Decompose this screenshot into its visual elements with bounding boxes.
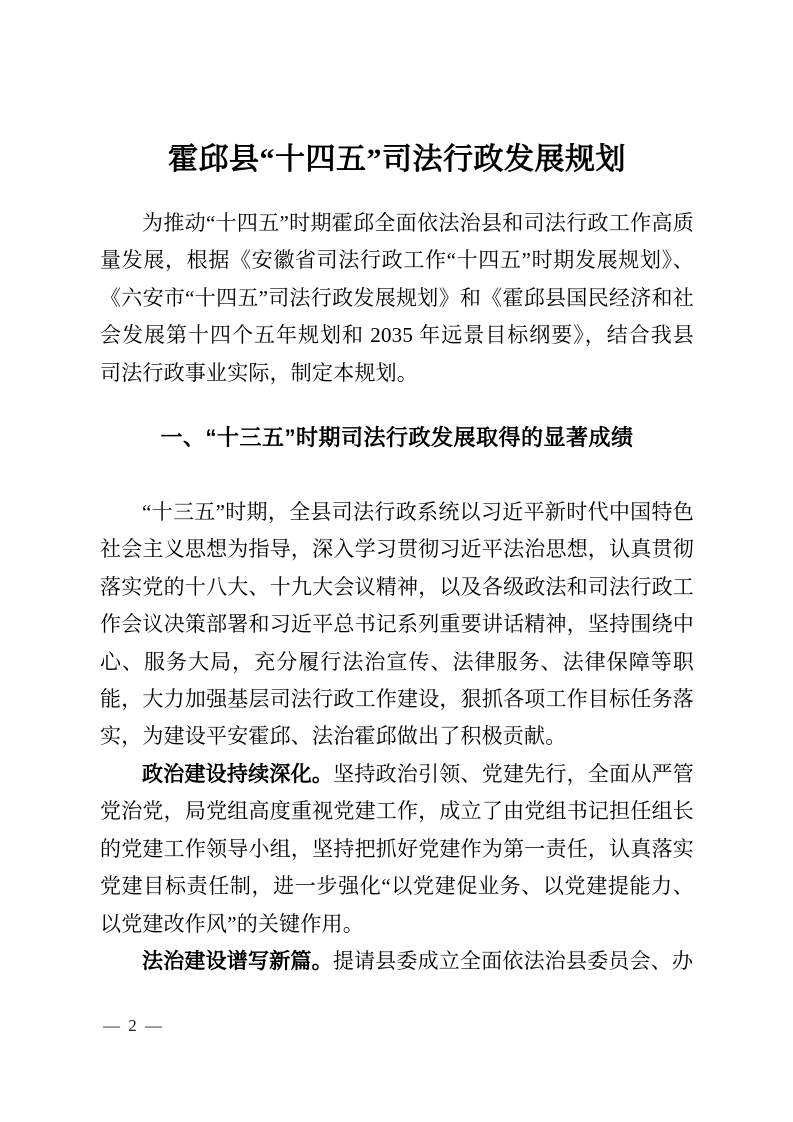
footer-page-number: — 2 — <box>103 1016 164 1035</box>
section-heading: 一、“十三五”时期司法行政发展取得的显著成绩 <box>160 425 634 451</box>
paragraph-text: “十三五”时期，全县司法行政系统以习近平新时代中国特色社会主义思想为指导，深入学习贯彻习近平法治思想，认真贯彻落实党的十八大、十九大会议精神，以及各级政法和司法行政工作会议决策部署和习近平总书记系列重要讲话精神，坚持围绕中心、服务大局，充分履行法治宣传、法律服务、法律保障等职能，大力加强基层司法行政工作建设，狠抓各项工作目标任务落实，为建设平安霍邱、法治霍邱做出了积极贡献。 <box>100 500 694 749</box>
body-paragraph <box>100 494 694 756</box>
body-paragraph <box>100 943 694 980</box>
paragraph-lead: 政治建设持续深化。 <box>142 761 334 786</box>
document-content <box>100 0 694 980</box>
document-title: 霍邱县“十四五”司法行政发展规划 <box>168 143 626 176</box>
body-paragraph <box>100 756 694 943</box>
paragraph-lead: 法治建设谱写新篇。 <box>142 948 333 973</box>
paragraph-text: 坚持政治引领、党建先行，全面从严管党治党，局党组高度重视党建工作，成立了由党组书记担任组长的党建工作领导小组，坚持把抓好党建作为第一责任，认真落实党建目标责任制，进一步强化“以党建促业务、以党建提能力、以党建改作风”的关键作用。 <box>100 761 694 936</box>
intro-paragraph: 为推动“十四五”时期霍邱全面依法治县和司法行政工作高质量发展，根据《安徽省司法行政工作“十四五”时期发展规划》、《六安市“十四五”司法行政发展规划》和《霍邱县国民经济和社会发展第十四个五年规划和 2035 年远景目标纲要》，结合我县司法行政事业实际，制定本规划。 <box>100 211 694 385</box>
paragraph-text: 提请县委成立全面依法治县委员会、办 <box>332 948 694 973</box>
